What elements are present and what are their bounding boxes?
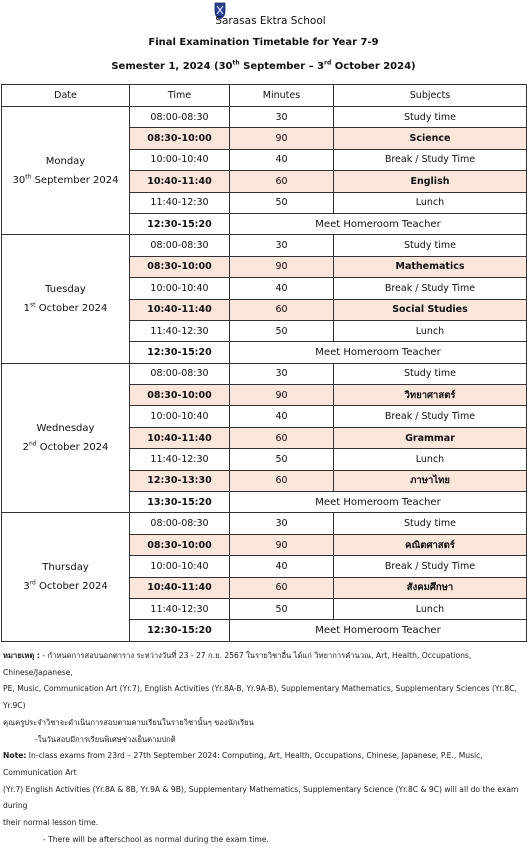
day-date: 30th September 2024 bbox=[12, 173, 119, 186]
thai-note-line-4: -ในวันสอบมีการเรียนพิเศษช่วงเย็นตามปกติ bbox=[35, 734, 176, 744]
time-cell: 08:00-08:30 bbox=[130, 363, 230, 384]
minutes-cell: 60 bbox=[230, 427, 334, 448]
date-cell bbox=[2, 363, 130, 513]
english-note-line-2: (Yr.7) English Activities (Yr.8A & 8B, Yr.9A & 9B), Supplementary Mathematics, Supplementary Science (Yr.8C & 9C) will all do the exam during bbox=[3, 784, 519, 811]
meet-homeroom-cell: Meet Homeroom Teacher bbox=[230, 620, 527, 641]
time-cell: 11:40-12:30 bbox=[130, 449, 230, 470]
minutes-cell: 90 bbox=[230, 534, 334, 555]
table-row bbox=[2, 235, 527, 256]
header-time: Time bbox=[130, 85, 230, 107]
subject-cell: Lunch bbox=[334, 598, 527, 619]
subject-cell: Lunch bbox=[334, 449, 527, 470]
minutes-cell: 60 bbox=[230, 470, 334, 491]
minutes-cell: 50 bbox=[230, 320, 334, 341]
page-title: Final Examination Timetable for Year 7-9 bbox=[148, 37, 379, 48]
table-row bbox=[2, 107, 527, 128]
english-note-line-3: their normal lesson time. bbox=[3, 818, 99, 828]
minutes-cell: 90 bbox=[230, 256, 334, 277]
minutes-cell: 30 bbox=[230, 363, 334, 384]
subject-cell: Break / Study Time bbox=[334, 278, 527, 299]
subject-cell: Break / Study Time bbox=[334, 406, 527, 427]
subject-cell: ภาษาไทย bbox=[334, 470, 527, 491]
minutes-cell: 60 bbox=[230, 299, 334, 320]
meet-homeroom-cell: Meet Homeroom Teacher bbox=[230, 492, 527, 513]
thai-note-line-1: หมายเหตุ : - กำหนดการสอบนอกตาราง ระหว่างวันที่ 23 - 27 ก.ย. 2567 ในรายวิชาอื่น ได้แก่ วิทยาการคำนวณ, Art, Health, Occupations, Chinese/Japanese, bbox=[3, 651, 472, 677]
minutes-cell: 50 bbox=[230, 598, 334, 619]
time-cell: 10:00-10:40 bbox=[130, 406, 230, 427]
thai-note-line-3: คุณครูประจำวิชาจะดำเนินการสอบตามคาบเรียนในรายวิชานั้นๆ ของนักเรียน bbox=[3, 717, 254, 727]
minutes-cell: 60 bbox=[230, 577, 334, 598]
time-cell: 13:30-15:20 bbox=[130, 492, 230, 513]
minutes-cell: 30 bbox=[230, 513, 334, 534]
minutes-cell: 90 bbox=[230, 385, 334, 406]
time-cell: 12:30-13:30 bbox=[130, 470, 230, 491]
subject-cell: Science bbox=[334, 128, 527, 149]
time-cell: 10:00-10:40 bbox=[130, 149, 230, 170]
thai-note-line-2: PE, Music, Communication Art (Yr.7), English Activities (Yr.8A-B, Yr.9A-B), Supplementary Mathematics, Supplementary Sciences (Yr.8C, Yr.9C) bbox=[3, 684, 517, 711]
date-cell bbox=[2, 235, 130, 363]
timetable bbox=[1, 84, 527, 642]
school-name: Sarasas Ektra School bbox=[215, 15, 326, 27]
english-note-line-4: - There will be afterschool as normal during the exam time. bbox=[43, 834, 269, 844]
time-cell: 12:30-15:20 bbox=[130, 213, 230, 234]
time-cell: 08:00-08:30 bbox=[130, 107, 230, 128]
time-cell: 11:40-12:30 bbox=[130, 192, 230, 213]
minutes-cell: 40 bbox=[230, 406, 334, 427]
minutes-cell: 90 bbox=[230, 128, 334, 149]
semester-subtitle: Semester 1, 2024 (30th September – 3rd October 2024) bbox=[111, 59, 416, 72]
day-date: 3rd October 2024 bbox=[23, 579, 108, 593]
minutes-cell: 30 bbox=[230, 235, 334, 256]
time-cell: 10:40-11:40 bbox=[130, 171, 230, 192]
minutes-cell: 60 bbox=[230, 171, 334, 192]
time-cell: 08:30-10:00 bbox=[130, 256, 230, 277]
meet-homeroom-cell: Meet Homeroom Teacher bbox=[230, 342, 527, 363]
subject-cell: Social Studies bbox=[334, 299, 527, 320]
day-name: Thursday bbox=[42, 562, 89, 574]
time-cell: 11:40-12:30 bbox=[130, 320, 230, 341]
day-date: 2nd October 2024 bbox=[22, 440, 109, 454]
day-name: Monday bbox=[45, 155, 86, 167]
minutes-cell: 50 bbox=[230, 192, 334, 213]
time-cell: 08:30-10:00 bbox=[130, 128, 230, 149]
subject-cell: วิทยาศาสตร์ bbox=[334, 385, 527, 406]
subject-cell: Study time bbox=[334, 363, 527, 384]
time-cell: 10:40-11:40 bbox=[130, 427, 230, 448]
time-cell: 10:40-11:40 bbox=[130, 577, 230, 598]
table-row bbox=[2, 363, 527, 384]
subject-cell: English bbox=[334, 171, 527, 192]
time-cell: 10:40-11:40 bbox=[130, 299, 230, 320]
meet-homeroom-cell: Meet Homeroom Teacher bbox=[230, 213, 527, 234]
header-minutes: Minutes bbox=[230, 85, 334, 107]
subject-cell: Lunch bbox=[334, 320, 527, 341]
minutes-cell: 30 bbox=[230, 107, 334, 128]
day-name: Tuesday bbox=[45, 284, 86, 296]
time-cell: 08:00-08:30 bbox=[130, 513, 230, 534]
time-cell: 12:30-15:20 bbox=[130, 620, 230, 641]
timetable-header-row bbox=[2, 85, 527, 107]
date-cell bbox=[2, 513, 130, 641]
day-date: 1st October 2024 bbox=[23, 301, 108, 315]
header-date: Date bbox=[2, 85, 130, 107]
subject-cell: Break / Study Time bbox=[334, 149, 527, 170]
minutes-cell: 40 bbox=[230, 149, 334, 170]
table-row bbox=[2, 513, 527, 534]
minutes-cell: 40 bbox=[230, 278, 334, 299]
time-cell: 08:30-10:00 bbox=[130, 534, 230, 555]
english-note-line-1: Note: In-class exams from 23rd – 27th September 2024: Computing, Art, Health, Occupations, Chinese, Japanese, P.E., Music, Communication Art bbox=[3, 751, 483, 777]
time-cell: 08:30-10:00 bbox=[130, 385, 230, 406]
subject-cell: สังคมศึกษา bbox=[334, 577, 527, 598]
day-name: Wednesday bbox=[36, 423, 95, 435]
subject-cell: Mathematics bbox=[334, 256, 527, 277]
time-cell: 08:00-08:30 bbox=[130, 235, 230, 256]
timetable-body bbox=[2, 107, 527, 642]
subject-cell: Lunch bbox=[334, 192, 527, 213]
subject-cell: Study time bbox=[334, 513, 527, 534]
subject-cell: Grammar bbox=[334, 427, 527, 448]
notes-section bbox=[3, 648, 523, 848]
minutes-cell: 40 bbox=[230, 556, 334, 577]
minutes-cell: 50 bbox=[230, 449, 334, 470]
date-cell bbox=[2, 107, 130, 235]
subject-cell: Study time bbox=[334, 107, 527, 128]
time-cell: 10:00-10:40 bbox=[130, 278, 230, 299]
time-cell: 10:00-10:40 bbox=[130, 556, 230, 577]
header-subjects: Subjects bbox=[334, 85, 527, 107]
time-cell: 12:30-15:20 bbox=[130, 342, 230, 363]
time-cell: 11:40-12:30 bbox=[130, 598, 230, 619]
subject-cell: คณิตศาสตร์ bbox=[334, 534, 527, 555]
subject-cell: Break / Study Time bbox=[334, 556, 527, 577]
subject-cell: Study time bbox=[334, 235, 527, 256]
